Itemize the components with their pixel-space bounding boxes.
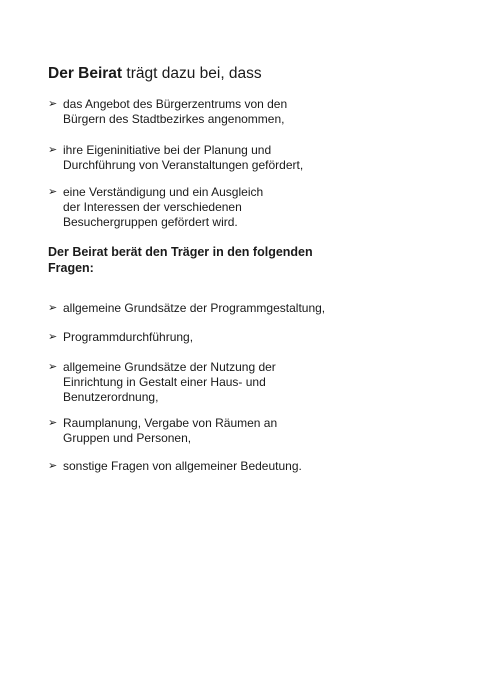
arrow-bullet-icon: ➢ bbox=[48, 144, 58, 156]
list-item bbox=[48, 97, 287, 127]
arrow-bullet-icon: ➢ bbox=[48, 98, 58, 110]
list-item bbox=[48, 301, 325, 316]
arrow-bullet-icon: ➢ bbox=[48, 361, 58, 373]
list-item bbox=[48, 459, 302, 474]
list-item-text: allgemeine Grundsätze der Nutzung der Einrichtung in Gestalt einer Haus- und Benutzerordnung, bbox=[63, 360, 276, 404]
heading-bold: Der Beirat bbox=[48, 65, 123, 82]
list-item-text: Raumplanung, Vergabe von Räumen an Gruppen und Personen, bbox=[63, 416, 278, 445]
list-item bbox=[48, 185, 263, 230]
list-item-text: das Angebot des Bürgerzentrums von den Bürgern des Stadtbezirkes angenommen, bbox=[63, 97, 288, 126]
list-item-text: eine Verständigung und ein Ausgleich der Interessen der verschiedenen Besuchergruppen gefördert wird. bbox=[63, 185, 264, 229]
list-item-text: sonstige Fragen von allgemeiner Bedeutung. bbox=[63, 459, 302, 473]
arrow-bullet-icon: ➢ bbox=[48, 417, 58, 429]
list-item bbox=[48, 416, 277, 446]
arrow-bullet-icon: ➢ bbox=[48, 302, 58, 314]
arrow-bullet-icon: ➢ bbox=[48, 460, 58, 472]
section-subheading: Der Beirat berät den Träger in den folgenden Fragen: bbox=[48, 245, 313, 275]
arrow-bullet-icon: ➢ bbox=[48, 186, 58, 198]
list-item-text: Programmdurchführung, bbox=[63, 330, 194, 344]
list-item bbox=[48, 143, 303, 173]
list-item bbox=[48, 330, 193, 345]
arrow-bullet-icon: ➢ bbox=[48, 331, 58, 343]
list-item-text: ihre Eigeninitiative bei der Planung und Durchführung von Veranstaltungen gefördert, bbox=[63, 143, 304, 172]
list-item-text: allgemeine Grundsätze der Programmgestaltung, bbox=[63, 301, 326, 315]
list-item bbox=[48, 360, 276, 405]
heading-rest: trägt dazu bei, dass bbox=[122, 65, 262, 82]
page-heading bbox=[48, 65, 262, 83]
